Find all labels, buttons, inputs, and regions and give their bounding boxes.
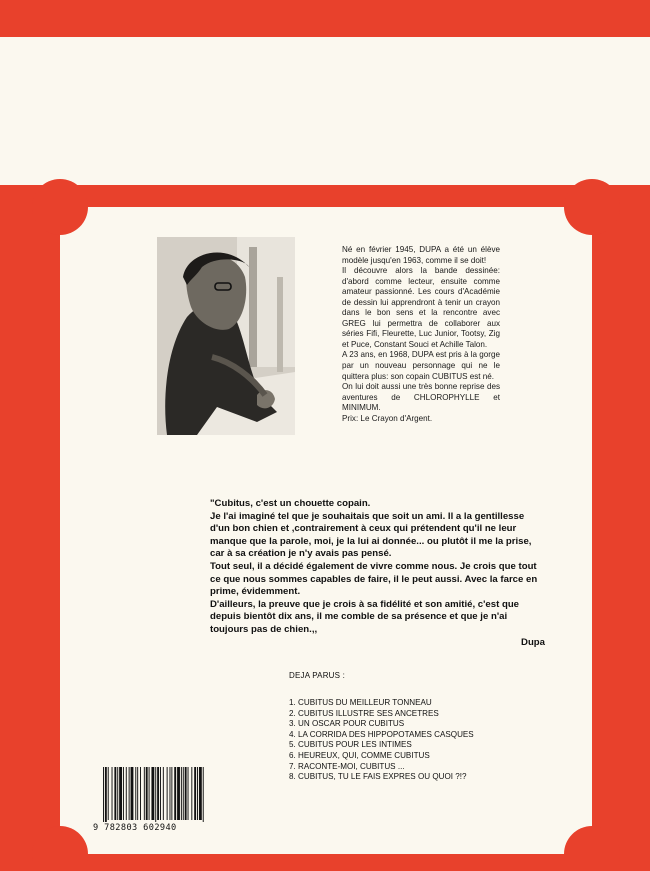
quote-line: "Cubitus, c'est un chouette copain. — [210, 498, 371, 509]
list-item: 6. HEUREUX, QUI, COMME CUBITUS — [289, 750, 430, 760]
list-item: 1. CUBITUS DU MEILLEUR TONNEAU — [289, 698, 432, 707]
top-cream-band — [0, 37, 650, 185]
bio-paragraph: Né en février 1945, DUPA a été un élève modèle jusqu'en 1963, comme il se doit! — [342, 245, 500, 265]
list-item: 2. CUBITUS ILLUSTRE SES ANCETRES — [289, 708, 439, 718]
list-item: 3. UN OSCAR POUR CUBITUS — [289, 719, 405, 729]
published-list — [289, 698, 549, 783]
bio-paragraph: On lui doit aussi une très bonne reprise des aventures de CHLOROPHYLLE et MINIMUM. — [342, 382, 500, 413]
barcode-digits: 9 782803 602940 — [93, 823, 177, 833]
panel-corner-notch — [32, 826, 88, 871]
author-quote — [210, 498, 545, 649]
quote-line: Tout seul, il a décidé également de vivre comme nous. Je crois que tout ce que nous sommes capables de faire, il le peut aussi. Avec la farce en prime, évidemment. — [210, 560, 538, 598]
bio-paragraph: Prix: Le Crayon d'Argent. — [342, 413, 433, 423]
bio-paragraph: Il découvre alors la bande dessinée: d'abord comme lecteur, ensuite comme amateur passionné. Les cours d'Académie de dessin lui apprendront à tenir un crayon dans le bon sens et la rencontre avec GREG lui permettra de collaborer aux séries Fifi, Fleurette, Luc Junior, Tootsy, Zig et Puce, Constant Souci et Achille Talon. — [342, 266, 500, 349]
quote-signature: Dupa — [521, 636, 545, 648]
isbn-barcode — [93, 765, 210, 836]
panel-corner-notch — [32, 179, 88, 235]
quote-line: Je l'ai imaginé tel que je souhaitais que soit un ami. Il a la gentillesse d'un bon chien et ,contrairement à ceux qui prétendent qu'il ne leur manque que la parole, moi, je la lui ai donnée... ou plutôt il me la prise, car à sa création je n'y avais pas pensé. — [210, 510, 532, 560]
panel-corner-notch — [564, 179, 620, 235]
published-list-title: DEJA PARUS : — [289, 671, 346, 680]
bio-paragraph: A 23 ans, en 1968, DUPA est pris à la gorge par un nouveau personnage qui ne le quittera plus: son copain CUBITUS est né. — [342, 350, 500, 381]
quote-line: D'ailleurs, la preuve que je crois à sa fidélité et son amitié, c'est que depuis bientôt dix ans, il me comble de sa présence et que je n'ai toujours pas de chien.,, — [210, 598, 520, 635]
list-item: 7. RACONTE-MOI, CUBITUS ... — [289, 761, 405, 771]
author-photo — [157, 237, 295, 435]
list-item: 8. CUBITUS, TU LE FAIS EXPRES OU QUOI ?!? — [289, 772, 467, 782]
barcode-bars — [93, 765, 210, 822]
list-item: 4. LA CORRIDA DES HIPPOPOTAMES CASQUES — [289, 729, 474, 739]
content-panel — [60, 207, 592, 854]
list-item: 5. CUBITUS POUR LES INTIMES — [289, 740, 412, 750]
panel-corner-notch — [564, 826, 620, 871]
author-biography — [342, 245, 500, 424]
